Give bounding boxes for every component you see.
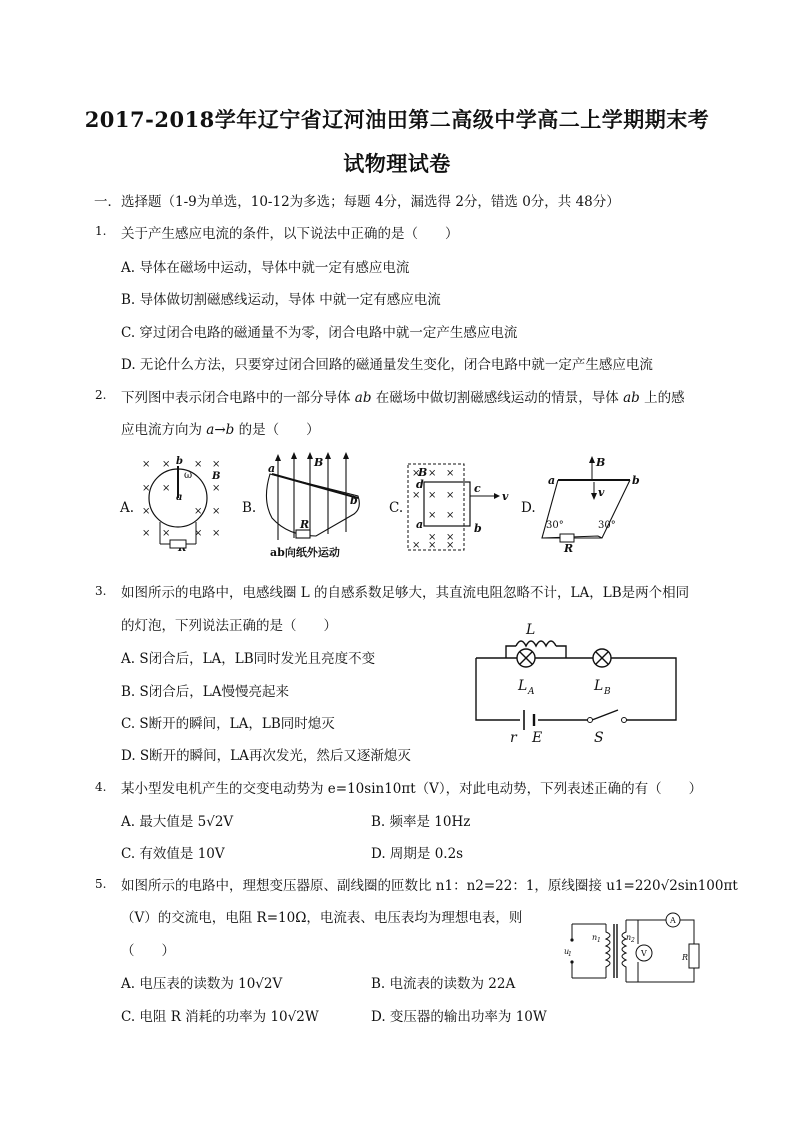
svg-text:×: × (412, 490, 421, 501)
fig-label-b: B. (242, 500, 257, 516)
svg-text:r: r (510, 730, 517, 746)
svg-text:S: S (594, 730, 604, 746)
svg-text:30°: 30° (546, 520, 564, 531)
svg-text:d: d (416, 478, 424, 491)
option-b: B. S闭合后，LA慢慢亮起来 (121, 684, 289, 700)
svg-text:×: × (212, 506, 221, 517)
svg-text:×: × (428, 468, 437, 479)
svg-text:×: × (446, 532, 455, 543)
svg-text:×: × (446, 490, 455, 501)
svg-text:×: × (194, 528, 203, 539)
svg-text:×: × (428, 490, 437, 501)
question-number: 4. (95, 780, 107, 794)
figure-b-caption: ab向纸外运动 (270, 546, 340, 559)
svg-text:×: × (142, 528, 151, 539)
svg-text:B: B (314, 456, 324, 469)
svg-text:×: × (194, 506, 203, 517)
figure-q5-transformer (562, 910, 702, 990)
question-stem: 下列图中表示闭合电路中的一部分导体 ab 在磁场中做切割磁感线运动的情景，导体 ab 上的感 (121, 390, 685, 406)
svg-text:×: × (412, 468, 421, 479)
svg-text:ω: ω (184, 470, 193, 481)
svg-text:A: A (670, 916, 676, 925)
question-stem: 如图所示的电路中，理想变压器原、副线圈的匝数比 n1：n2=22：1，原线圈接 u1=220√2sin100πt (121, 878, 738, 894)
svg-text:a: a (176, 492, 183, 503)
svg-text:b: b (350, 494, 358, 507)
svg-text:×: × (212, 528, 221, 539)
svg-text:L: L (526, 622, 536, 638)
svg-text:×: × (142, 483, 151, 494)
fig-label-d: D. (521, 500, 536, 516)
option-b: B. 电流表的读数为 22A (371, 976, 516, 992)
figure-c (406, 462, 516, 554)
svg-text:c: c (474, 482, 481, 495)
svg-text:×: × (162, 459, 171, 470)
svg-text:R: R (682, 953, 689, 962)
svg-text:×: × (446, 468, 455, 479)
question-stem: 某小型发电机产生的交变电动势为 e=10sin10πt（V），对此电动势，下列表述正确的有（ ） (121, 781, 703, 797)
svg-text:1: 1 (568, 951, 572, 958)
fig-label-c: C. (389, 500, 404, 516)
option-c: C. S断开的瞬间，LA，LB同时熄灭 (121, 716, 335, 732)
option-a: A. 导体在磁场中运动，导体中就一定有感应电流 (121, 260, 410, 276)
question-stem-cont: 应电流方向为 a→b 的是（ ） (121, 422, 320, 438)
option-b: B. 导体做切割磁感线运动，导体 中就一定有感应电流 (121, 292, 441, 308)
svg-text:a: a (548, 474, 556, 487)
question-number: 5. (95, 877, 107, 891)
svg-text:R: R (564, 542, 574, 555)
svg-text:×: × (412, 540, 421, 551)
svg-text:n: n (626, 933, 632, 942)
option-d: D. S断开的瞬间，LA再次发光，然后又逐渐熄灭 (121, 748, 411, 764)
svg-text:×: × (142, 459, 151, 470)
figure-a (138, 452, 230, 552)
svg-text:×: × (446, 510, 455, 521)
question-number: 3. (95, 584, 107, 598)
svg-text:×: × (142, 506, 151, 517)
svg-text:×: × (428, 540, 437, 551)
question-stem: 关于产生感应电流的条件，以下说法中正确的是（ ） (121, 226, 459, 242)
svg-text:×: × (212, 483, 221, 494)
option-a: A. S闭合后，LA，LB同时发光且亮度不变 (121, 651, 376, 667)
question-stem-cont2: （ ） (121, 943, 175, 959)
option-d: D. 无论什么方法，只要穿过闭合回路的磁通量发生变化，闭合电路中就一定产生感应电流 (121, 357, 653, 373)
svg-text:A: A (528, 687, 535, 697)
svg-text:R: R (300, 518, 310, 531)
svg-text:a: a (416, 518, 424, 531)
svg-text:×: × (212, 459, 221, 470)
svg-text:B: B (212, 471, 221, 482)
option-c: C. 穿过闭合电路的磁通量不为零，闭合电路中就一定产生感应电流 (121, 325, 518, 341)
figure-q3-circuit (468, 612, 682, 748)
svg-text:L: L (518, 678, 528, 694)
figure-b (258, 452, 373, 562)
svg-text:×: × (428, 532, 437, 543)
svg-text:2: 2 (631, 937, 635, 944)
question-stem: 如图所示的电路中，电感线圈 L 的自感系数足够大，其直流电阻忽略不计，LA，LB是两个相同 (121, 585, 690, 601)
svg-text:×: × (162, 483, 171, 494)
svg-text:v: v (598, 486, 605, 499)
page-title-line2: 试物理试卷 (343, 151, 451, 176)
page-title: 2017-2018学年辽宁省辽河油田第二高级中学高二上学期期末考 (84, 107, 710, 132)
option-c: C. 有效值是 10V (121, 846, 225, 862)
svg-text:×: × (194, 459, 203, 470)
question-stem-cont: 的灯泡，下列说法正确的是（ ） (121, 618, 337, 634)
option-c: C. 电阻 R 消耗的功率为 10√2W (121, 1009, 319, 1025)
svg-text:b: b (632, 474, 640, 487)
svg-text:a: a (268, 462, 276, 475)
svg-text:v: v (502, 490, 509, 503)
svg-text:b: b (176, 456, 183, 467)
svg-text:1: 1 (597, 937, 601, 944)
svg-text:×: × (428, 510, 437, 521)
question-number: 2. (95, 388, 107, 402)
svg-text:b: b (474, 522, 482, 535)
option-d: D. 周期是 0.2s (371, 846, 464, 862)
fig-label-a: A. (120, 500, 135, 516)
svg-text:B: B (596, 456, 606, 469)
question-stem-cont: （V）的交流电，电阻 R=10Ω，电流表、电压表均为理想电表，则 (121, 910, 523, 926)
figure-d (538, 456, 642, 556)
svg-text:B: B (418, 466, 428, 479)
option-a: A. 最大值是 5√2V (121, 814, 234, 830)
question-number: 1. (95, 224, 107, 238)
svg-text:V: V (641, 949, 647, 958)
svg-text:×: × (162, 528, 171, 539)
svg-text:×: × (446, 540, 455, 551)
option-d: D. 变压器的输出功率为 10W (371, 1009, 547, 1025)
svg-text:30°: 30° (598, 520, 616, 531)
svg-text:B: B (604, 687, 611, 697)
option-b: B. 频率是 10Hz (371, 814, 471, 830)
svg-text:L: L (594, 678, 604, 694)
section-heading: 一．选择题（1-9为单选，10-12为多选；每题 4分，漏选得 2分，错选 0分，共 48分） (94, 194, 620, 210)
option-a: A. 电压表的读数为 10√2V (121, 976, 283, 992)
svg-text:u: u (564, 947, 570, 956)
svg-text:n: n (592, 933, 598, 942)
svg-text:E: E (532, 730, 543, 746)
